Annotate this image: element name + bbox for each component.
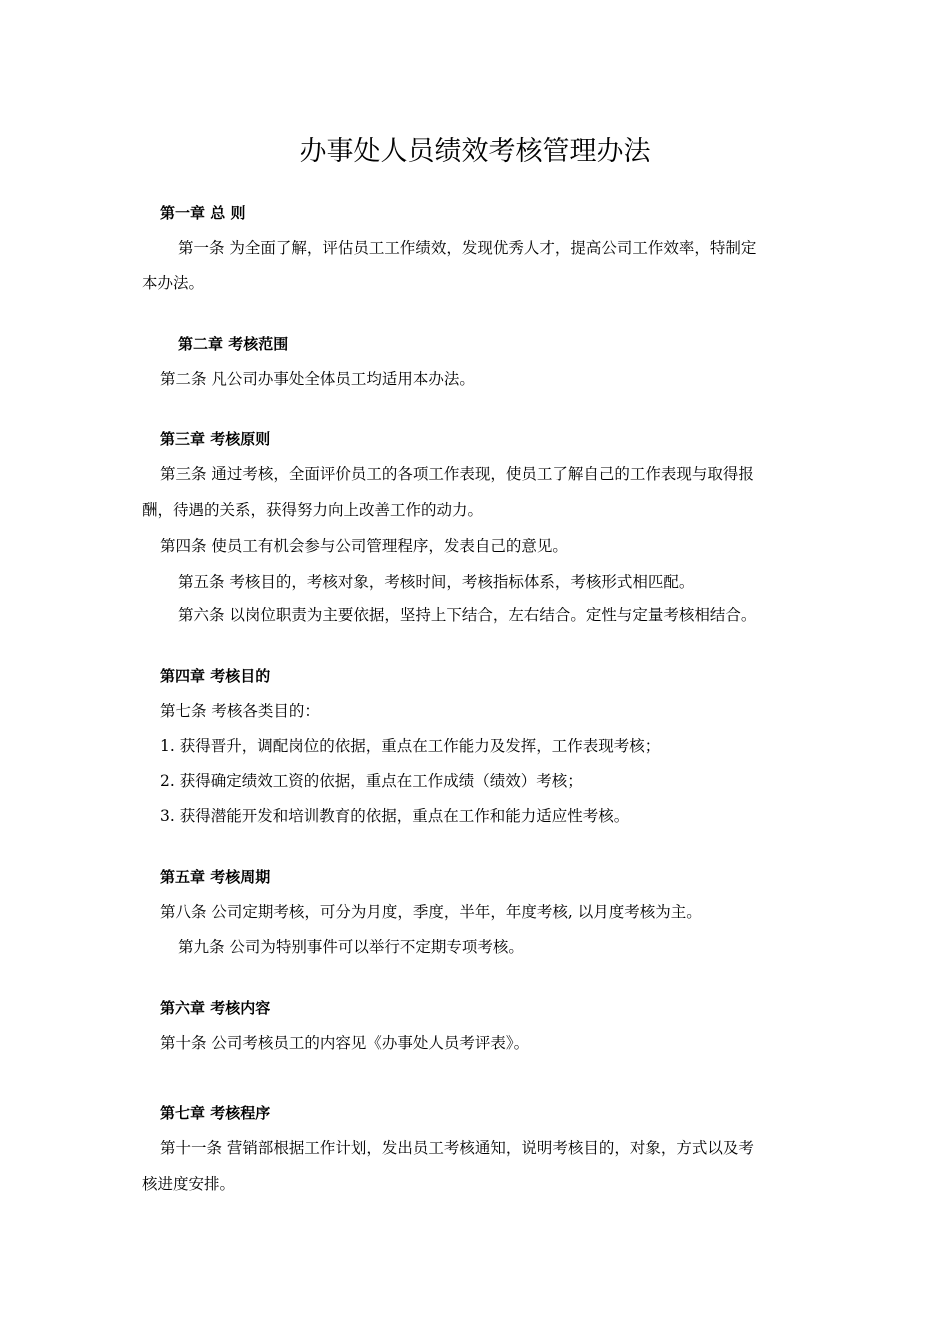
chapter-2-heading: 第二章 考核范围 bbox=[178, 335, 289, 353]
article-9-line-1: 第九条 公司为特别事件可以举行不定期专项考核。 bbox=[178, 938, 524, 956]
article-2-line-1: 第二条 凡公司办事处全体员工均适用本办法。 bbox=[160, 370, 475, 388]
chapter-6-heading: 第六章 考核内容 bbox=[160, 999, 271, 1017]
article-10-line-1: 第十条 公司考核员工的内容见《办事处人员考评表》。 bbox=[160, 1034, 530, 1052]
article-1-line-2: 本办法。 bbox=[142, 274, 205, 292]
chapter-4-heading: 第四章 考核目的 bbox=[160, 667, 271, 685]
article-3-line-1: 第三条 通过考核，全面评价员工的各项工作表现，使员工了解自己的工作表现与取得报 bbox=[160, 465, 754, 483]
chapter-7-heading: 第七章 考核程序 bbox=[160, 1104, 271, 1122]
article-3-line-2: 酬，待遇的关系，获得努力向上改善工作的动力。 bbox=[142, 501, 484, 519]
list-item-3: 3. 获得潜能开发和培训教育的依据，重点在工作和能力适应性考核。 bbox=[160, 807, 630, 825]
chapter-1-heading: 第一章 总 则 bbox=[160, 204, 246, 222]
article-8-line-1: 第八条 公司定期考核，可分为月度，季度，半年，年度考核, 以月度考核为主。 bbox=[160, 903, 702, 921]
article-11-line-2: 核进度安排。 bbox=[142, 1175, 236, 1193]
chapter-3-heading: 第三章 考核原则 bbox=[160, 430, 271, 448]
chapter-5-heading: 第五章 考核周期 bbox=[160, 868, 271, 886]
article-11-line-1: 第十一条 营销部根据工作计划，发出员工考核通知，说明考核目的，对象，方式以及考 bbox=[160, 1139, 754, 1157]
document-title: 办事处人员绩效考核管理办法 bbox=[299, 136, 651, 167]
article-1-line-1: 第一条 为全面了解，评估员工工作绩效，发现优秀人才，提高公司工作效率，特制定 bbox=[178, 239, 757, 257]
list-item-2: 2. 获得确定绩效工资的依据，重点在工作成绩（绩效）考核； bbox=[160, 772, 583, 790]
article-6-line-1: 第六条 以岗位职责为主要依据，坚持上下结合，左右结合。定性与定量考核相结合。 bbox=[178, 606, 757, 624]
article-7-line-1: 第七条 考核各类目的： bbox=[160, 702, 320, 720]
list-item-1: 1. 获得晋升，调配岗位的依据，重点在工作能力及发挥，工作表现考核； bbox=[160, 737, 661, 755]
article-4-line-1: 第四条 使员工有机会参与公司管理程序，发表自己的意见。 bbox=[160, 537, 568, 555]
article-5-line-1: 第五条 考核目的，考核对象，考核时间，考核指标体系，考核形式相匹配。 bbox=[178, 573, 695, 591]
